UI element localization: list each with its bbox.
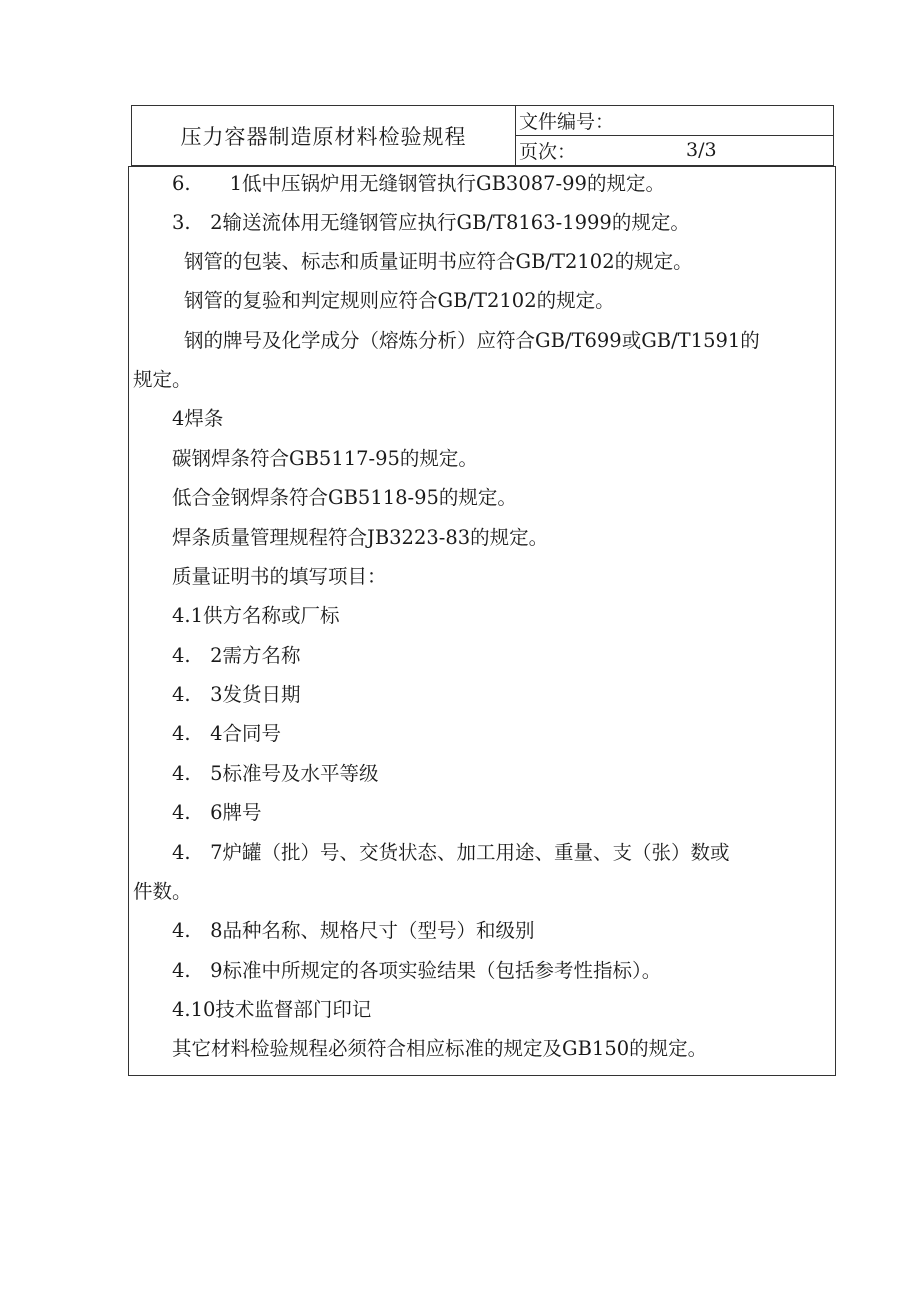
text-line: 4. 5标准号及水平等级 bbox=[172, 762, 379, 785]
text-line: 钢管的包装、标志和质量证明书应符合GB/T2102的规定。 bbox=[184, 250, 693, 273]
text-line: 4.1供方名称或厂标 bbox=[172, 604, 340, 627]
text-line: 4. 8品种名称、规格尺寸（型号）和级别 bbox=[172, 919, 535, 942]
doc-number-row bbox=[516, 106, 833, 136]
document-header bbox=[131, 105, 834, 166]
text-line: 4. 6牌号 bbox=[172, 801, 262, 824]
text-line: 4. 4合同号 bbox=[172, 722, 282, 745]
text-line: 4. 2需方名称 bbox=[172, 644, 301, 667]
text-line: 碳钢焊条符合GB5117-95的规定。 bbox=[172, 447, 478, 470]
document-title: 压力容器制造原材料检验规程 bbox=[132, 106, 516, 165]
text-line: 4焊条 bbox=[172, 407, 224, 430]
text-line: 低合金钢焊条符合GB5118-95的规定。 bbox=[172, 486, 517, 509]
text-line: 4. 9标准中所规定的各项实验结果（包括参考性指标）。 bbox=[172, 959, 662, 982]
text-line: 其它材料检验规程必须符合相应标准的规定及GB150的规定。 bbox=[172, 1037, 708, 1060]
text-line: 焊条质量管理规程符合JB3223-83的规定。 bbox=[172, 526, 549, 549]
text-line: 3. 2输送流体用无缝钢管应执行GB/T8163-1999的规定。 bbox=[172, 211, 690, 234]
header-meta bbox=[516, 106, 833, 165]
page-number: 3/3 bbox=[686, 139, 717, 162]
page-label: 页次： bbox=[519, 140, 577, 163]
text-line: 件数。 bbox=[133, 880, 192, 903]
text-line: 4. 7炉罐（批）号、交货状态、加工用途、重量、支（张）数或 bbox=[172, 841, 730, 864]
text-line: 钢的牌号及化学成分（熔炼分析）应符合GB/T699或GB/T1591的 bbox=[184, 329, 760, 352]
text-line: 4.10技术监督部门印记 bbox=[172, 998, 372, 1021]
text-line: 4. 3发货日期 bbox=[172, 683, 301, 706]
text-line: 6. 1低中压锅炉用无缝钢管执行GB3087-99的规定。 bbox=[172, 172, 665, 195]
text-line: 规定。 bbox=[133, 368, 192, 391]
text-line: 钢管的复验和判定规则应符合GB/T2102的规定。 bbox=[184, 289, 615, 312]
text-line: 质量证明书的填写项目： bbox=[172, 565, 387, 588]
doc-number-label: 文件编号： bbox=[519, 110, 615, 133]
page-row bbox=[516, 136, 833, 166]
